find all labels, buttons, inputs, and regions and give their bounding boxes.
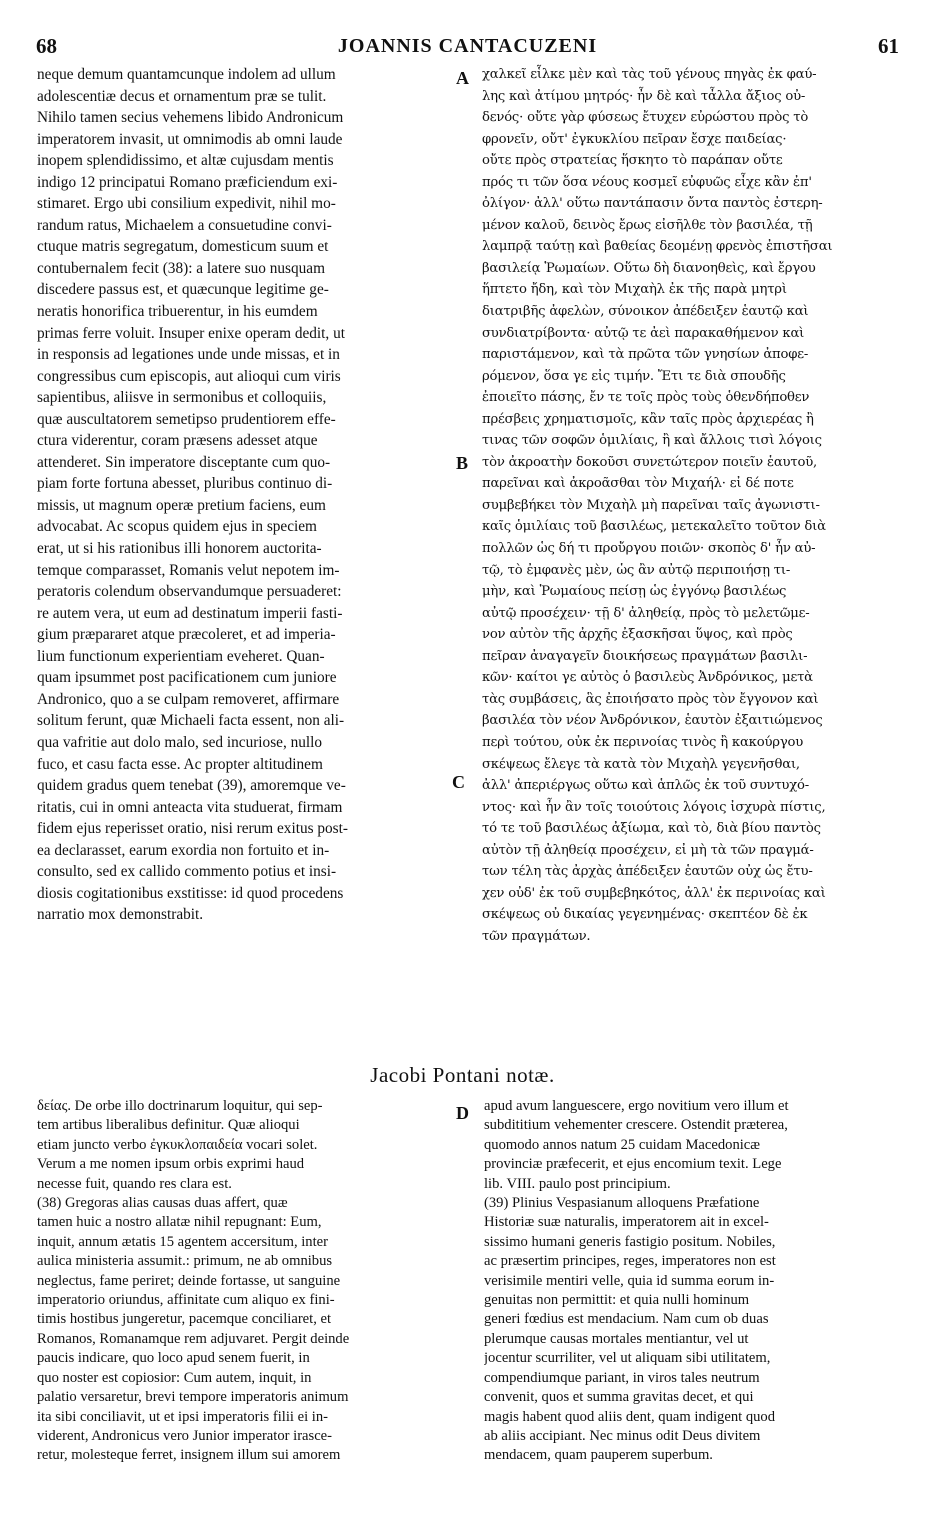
latin-text-line: congressibus cum episcopis, aut alioqui cum viris	[37, 367, 341, 385]
greek-text-line: παριστάμενον, καὶ τὰ πρῶτα τῶν γνησίων ἀποφε-	[482, 347, 809, 363]
greek-text-line: ὀλίγον· ἀλλ' οὕτω παντάπασιν ὄντα παντὸς ἐστερη-	[482, 196, 823, 212]
note-line: mendacem, quam pauperem superbum.	[484, 1447, 713, 1464]
note-line: quomodo annos natum 25 cuidam Macedonicæ	[484, 1136, 761, 1153]
note-line: aulica ministeria assumit.: primum, ne ab omnibus	[37, 1253, 333, 1270]
greek-text-line: ἥπτετο ἤδη, καὶ τὸν Μιχαὴλ ἐκ τῆς παρὰ μητρὶ	[482, 282, 787, 298]
latin-text-line: missis, ut magnum operæ pretium faciens, eum	[37, 496, 326, 514]
greek-text-line: πολλῶν ὡς δή τι προὔργου ποιῶν· σκοπὸς δ' ἦν αὐ-	[482, 541, 816, 557]
latin-text-line: contubernalem fecit (38): a latere suo nusquam	[37, 259, 325, 277]
greek-text-line: χεν οὐδ' ἐκ τοῦ συμβεβηκότος, ἀλλ' ἐκ περινοίας καὶ	[482, 885, 826, 901]
page-number-right: 61	[878, 34, 899, 58]
greek-text-line: ἀλλ' ἀπεριέργως οὕτω καὶ ἁπλῶς ἐκ τοῦ συντυχό-	[482, 778, 810, 794]
greek-text-line: συμβεβήκει τὸν Μιχαὴλ μὴ παρεῖναι ταῖς ἀγωνιστι-	[482, 497, 820, 513]
note-line: compendiumque pariant, in viros tales neutrum	[484, 1369, 760, 1386]
greek-text-line: καῖς ὁμιλίαις τοῦ βασιλέως, μετεκαλεῖτο τοῦτον διὰ	[482, 519, 826, 535]
greek-text-line: λαμπρᾷ ταύτῃ καὶ βαθείας δεομένῃ φρενὸς ἐπιστῆσαι	[482, 239, 833, 255]
note-line: provinciæ præfecerit, et ejus encomium texit. Lege	[484, 1156, 782, 1173]
latin-text-line: discedere passus est, et quæcunque legitime ge-	[37, 281, 329, 299]
note-line: quo noster est copiosior: Cum autem, inquit, in	[37, 1369, 312, 1386]
greek-text-line: πρέσβεις χρηματισμοῖς, κἂν ταῖς πρὸς ἀρχιερέας ἢ	[482, 411, 814, 427]
note-line: convenit, quos et summa gravitas decet, et qui	[484, 1389, 754, 1406]
note-line: Verum a me nomen ipsum orbis exprimi haud	[37, 1156, 305, 1173]
margin-letter-a: A	[456, 68, 469, 88]
note-line: generi fœdius est mendacium. Nam cum ob duas	[484, 1311, 769, 1328]
latin-text-line: attenderet. Sin imperatore disceptante cum quo-	[37, 453, 331, 471]
greek-text-line: χαλκεῖ εἷλκε μὲν καὶ τὰς τοῦ γένους πηγὰς ἐκ φαύ-	[482, 67, 817, 82]
latin-text-line: solitum ferunt, quæ Michaeli facta essent, non ali-	[37, 712, 345, 730]
greek-text-line: τινας τῶν σοφῶν ὁμιλίαις, ἢ καὶ ἄλλοις τισὶ λόγοις	[482, 433, 822, 449]
latin-text-line: quidem gradus quem tenebat (39), amoremque ve-	[37, 777, 346, 795]
latin-text-column	[37, 64, 455, 926]
latin-text-line: piam forte fortuna abesset, pluribus continuo di-	[37, 475, 333, 493]
note-line: tamen huic a nostro allatæ nihil repugnant: Eum,	[37, 1214, 322, 1231]
greek-text-line: σκέψεως οὐ δικαίας γεγενημένας· σκεπτέον δὲ ἐκ	[482, 907, 808, 923]
greek-text-line: οὔτε πρὸς στρατείας ἥσκητο τὸ παράπαν οὔτε	[482, 153, 783, 169]
latin-text-line: randum ratus, Michaelem a consuetudine convi-	[37, 216, 332, 234]
greek-text-line: των τέλη τὰς ἀρχὰς ἀπέδειξεν ἑαυτῶν οὐχ ὡς ἔτυ-	[482, 864, 813, 880]
latin-text-line: ea declarasset, earum exordia non fortuito et in-	[37, 841, 330, 859]
greek-text-line: λης καὶ ἀτίμου μητρός· ἦν δὲ καὶ τἆλλα ἄξιος οὐ-	[482, 88, 806, 104]
greek-text-line: αὐτὸν τῇ ἀληθείᾳ προσέχειν, εἰ μὴ τὰ τῶν πραγμά-	[482, 842, 814, 858]
note-line: subdititium vehementer crescere. Ostendit præterea,	[484, 1117, 788, 1134]
greek-text-line: περὶ τούτου, οὐκ ἐκ περινοίας τινὸς ἢ κακούργου	[482, 734, 804, 750]
latin-text-line: neratis honorifica tribuerentur, in his eumdem	[37, 303, 318, 321]
greek-text-line: αὐτῷ προσέχειν· τῇ δ' ἀληθείᾳ, πρὸς τὸ μελετῶμε-	[482, 605, 810, 621]
latin-text-line: adolescentiæ decus et ornamentum præ se tulit.	[37, 87, 327, 105]
page-number-left: 68	[36, 34, 57, 58]
greek-text-line: τό τε τοῦ βασιλέως ἀξίωμα, καὶ τὸ, διὰ βίου παντὸς	[482, 821, 821, 837]
greek-text-line: τῶν πραγμάτων.	[482, 928, 591, 944]
latin-text-line: Andronico, quo a se culpam removeret, affirmare	[37, 690, 340, 708]
greek-text-line: βασιλείᾳ Ῥωμαίων. Οὕτω δὴ διανοηθεὶς, καὶ ἔργου	[482, 260, 816, 276]
greek-text-line: μένον καλοῦ, δεινὸς ἔρως εἰσῆλθε τὸν βασιλέα, τῇ	[482, 217, 813, 233]
note-line: Romanos, Romanamque rem adjuvaret. Pergit deinde	[37, 1330, 350, 1347]
latin-text-line: peratoris colendum observandumque persuaderet:	[37, 583, 342, 601]
greek-text-line: παρεῖναι καὶ ἀκροᾶσθαι τὸν Μιχαήλ· εἰ δέ ποτε	[482, 476, 794, 492]
latin-text-line: qua vafritie aut dolo malo, sed incuriose, nullo	[37, 733, 323, 751]
greek-text-line: ἐποιεῖτο πάσης, ἔν τε τοῖς πρὸς τοὺς ὁθενδήποθεν	[482, 390, 810, 406]
note-line: necesse fuit, quando res clara est.	[37, 1175, 232, 1192]
margin-letter-c: C	[452, 772, 465, 792]
greek-text-line: ρόμενον, ὅσα γε εἰς τιμήν. Ἔτι τε διὰ σπουδῆς	[482, 368, 786, 384]
note-line: (39) Plinius Vespasianum alloquens Præfatione	[484, 1195, 760, 1212]
greek-text-line: κῶν· καίτοι γε αὐτὸς ὁ βασιλεὺς Ἀνδρόνικος, μετὰ	[482, 670, 813, 686]
latin-text-line: sapientibus, aliisve in sermonibus et colloquiis,	[37, 389, 327, 407]
margin-letter-b: B	[456, 453, 469, 473]
note-line: δείας. De orbe illo doctrinarum loquitur, qui sep-	[37, 1098, 323, 1114]
latin-text-line: diosis cogitationibus exstitisse: id quod procedens	[37, 884, 344, 902]
latin-text-line: primas ferre voluit. Insuper enixe operam dedit, ut	[37, 324, 345, 342]
greek-text-line: φρονεῖν, οὔτ' ἐγκυκλίου πεῖραν ἔσχε παιδείας·	[482, 131, 787, 147]
latin-text-line: stimaret. Ergo ubi consilium expedivit, nihil mo-	[37, 195, 336, 213]
notes-title: Jacobi Pontani notæ.	[370, 1063, 555, 1087]
latin-text-line: ctuque matris segregatum, domesticum suum et	[37, 238, 329, 256]
greek-text-line: σκέψεως ἔλεγε τὰ κατὰ τὸν Μιχαὴλ γεγενῆσθαι,	[482, 756, 800, 772]
note-line: retur, molesteque ferret, insignem illum sui amorem	[37, 1447, 341, 1464]
greek-text-line: μὴν, καὶ Ῥωμαίους πείσῃ ὡς ἐγγόνῳ βασιλέως	[482, 584, 787, 600]
latin-text-line: Nihilo tamen secius vehemens libido Andronicum	[37, 109, 344, 127]
greek-text-line: νον αὐτὸν τῆς ἀρχῆς ἐξασκῆσαι ὕψος, καὶ πρὸς	[482, 627, 793, 643]
note-line: neglectus, fame periret; deinde fortasse, ut sanguine	[37, 1272, 341, 1289]
latin-text-line: neque demum quantamcunque indolem ad ullum	[37, 66, 336, 83]
note-line: jocentur scurriliter, vel ut aliquam sibi utilitatem,	[484, 1350, 771, 1367]
notes-right-column	[484, 1097, 898, 1466]
note-line: imperatorio oriundus, affinitate cum aliquo ex fini-	[37, 1292, 335, 1309]
note-line: (38) Gregoras alias causas duas affert, quæ	[37, 1195, 288, 1212]
note-line: etiam juncto verbo ἐγκυκλοπαιδεία vocari solet.	[37, 1136, 318, 1153]
note-line: genuitas non permittit: et quia nulli hominum	[484, 1292, 750, 1309]
latin-text-line: temque comparasset, Romanis velut nepotem im-	[37, 561, 340, 579]
latin-text-line: ctura viderentur, coram præsens adesset atque	[37, 432, 318, 450]
latin-text-line: ritatis, cui in omni anteacta vita studuerat, firmam	[37, 798, 343, 816]
greek-text-line: τὸν ἀκροατὴν δοκοῦσι συνετώτερον ποιεῖν ἑαυτοῦ,	[482, 454, 818, 470]
latin-text-line: quæ auscultatorem semetipso prudentiorem effe-	[37, 410, 336, 428]
greek-text-line: τῷ, τὸ ἐμφανὲς μὲν, ὡς ἂν αὐτῷ περιποιήσῃ τι-	[482, 562, 791, 578]
note-line: sissimo humani generis fastigio positum. Nobiles,	[484, 1233, 776, 1250]
greek-text-line: δενός· οὔτε γὰρ φύσεως ἔτυχεν εὐρώστου πρὸς τὸ	[482, 110, 809, 126]
latin-text-line: advocabat. Ac scopus quidem ejus in speciem	[37, 518, 317, 536]
latin-text-line: consulto, sed ex callido commento potius et insi-	[37, 863, 337, 881]
latin-text-line: fidem ejus reperisset oratio, nisi rerum exitus post-	[37, 820, 348, 838]
note-line: viderent, Andronicus vero Junior imperator irasce-	[37, 1427, 333, 1444]
note-line: verisimile mentiri velle, quia id summa eorum in-	[484, 1272, 775, 1289]
running-title: JOANNIS CANTACUZENI	[337, 35, 598, 57]
latin-text-line: imperatorem invasit, ut omnimodis ab omni laude	[37, 130, 343, 148]
greek-text-line: πεῖραν ἀναγαγεῖν διοικήσεως πραγμάτων βασιλι-	[482, 648, 808, 664]
latin-text-line: lium functionum experientiam eveheret. Quan-	[37, 647, 325, 665]
note-line: apud avum languescere, ergo novitium vero illum et	[484, 1098, 789, 1114]
notes-left-column	[37, 1097, 455, 1466]
note-line: tem artibus liberalibus definitur. Quæ alioqui	[37, 1117, 300, 1134]
greek-text-line: ντος· καὶ ἦν ἂν τοῖς τοιούτοις λόγοις ἰσχυρὰ πίστις,	[482, 799, 826, 815]
greek-text-column	[482, 64, 898, 947]
latin-text-line: narratio mox demonstrabit.	[37, 906, 204, 924]
latin-text-line: in responsis ad legationes unde unde missas, et in	[37, 346, 340, 364]
note-line: palatio versaretur, brevi tempore imperatoris animum	[37, 1389, 349, 1406]
latin-text-line: inopem splendidissimo, et altæ cujusdam mentis	[37, 152, 334, 170]
greek-text-line: διατριβῆς ἀφελὼν, σύνοικον ἀπέδειξεν ἑαυτῷ καὶ	[482, 304, 809, 320]
latin-text-line: indigo 12 principatui Romano præficiendum exi-	[37, 173, 338, 191]
note-line: ita sibi conciliavit, ut et ipsi imperatoris filii ei in-	[37, 1408, 329, 1425]
margin-letter-d: D	[456, 1103, 469, 1123]
greek-text-line: πρός τι τῶν ὅσα νέους κοσμεῖ εὐφυῶς εἶχε κἂν ἐπ'	[482, 174, 812, 190]
note-line: paucis indicare, quo loco apud senem fuerit, in	[37, 1350, 310, 1367]
latin-text-line: erat, ut si his rationibus illi honorem auctorita-	[37, 540, 322, 558]
latin-text-line: gium præpararet atque præcoleret, et ad imperia-	[37, 626, 336, 644]
note-line: ab aliis accipiant. Nec minus odit Deus divitem	[484, 1427, 761, 1444]
note-line: inquit, annum ætatis 15 agentem accersitum, inter	[37, 1233, 328, 1250]
latin-text-line: re autem vera, ut eum ad destinatum imperii fasti-	[37, 604, 343, 622]
greek-text-line: βασιλέα τὸν νέον Ἀνδρόνικον, ἑαυτὸν ἐξαιτιώμενος	[482, 713, 823, 729]
latin-text-line: quam ipsummet post pacificationem cum juniore	[37, 669, 337, 687]
page-header	[36, 34, 899, 60]
greek-text-line: τὰς συμβάσεις, ἃς ἐποιήσατο πρὸς τὸν ἔγγονον καὶ	[482, 691, 819, 707]
greek-text-line: συνδιατρίβοντα· αὐτῷ τε ἀεὶ παρακαθήμενον καὶ	[482, 325, 805, 341]
note-line: ac præsertim principes, reges, imperatores non est	[484, 1253, 776, 1270]
latin-text-line: fuco, et casu facta esse. Ac propter altitudinem	[37, 755, 323, 773]
note-line: lib. VIII. paulo post principium.	[484, 1175, 671, 1192]
note-line: plerumque causas mortales mentiantur, vel ut	[484, 1330, 749, 1347]
note-line: Historiæ suæ naturalis, imperatorem ait in excel-	[484, 1214, 769, 1231]
note-line: magis habent quod aliis dent, quam indigent quod	[484, 1408, 776, 1425]
note-line: timis hostibus jungeretur, pacemque conciliaret, et	[37, 1311, 332, 1328]
